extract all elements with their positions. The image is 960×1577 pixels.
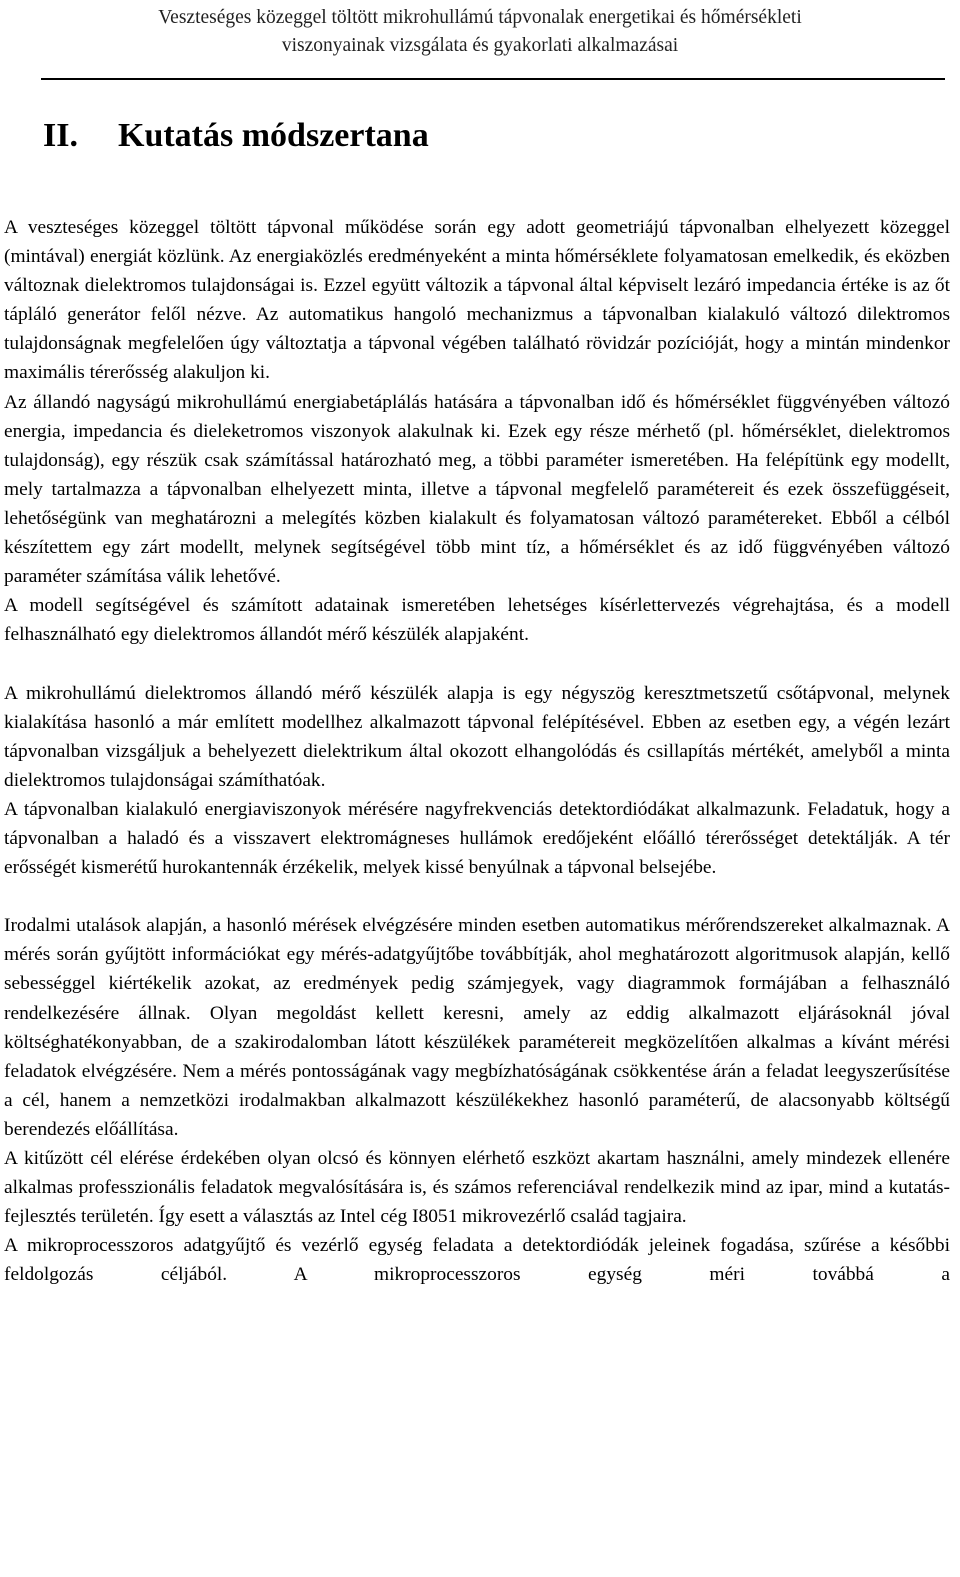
paragraph: A mikrohullámú dielektromos állandó mérő készülék alapja is egy négyszög keresztmetszetű csőtápvonal, melynek kialakítása hasonló a már említett modellhez alkalmazott tápvonal felépítésével. Ebben az esetben egy, a végén lezárt tápvonalban vizsgáljuk a behelyezett dielektrikum által okozott elhangolódás és csillapítás mértékét, amelyből a minta dielektromos tulajdonságai számíthatóak. bbox=[4, 682, 950, 791]
chapter-heading bbox=[43, 114, 429, 158]
paragraph: A modell segítségével és számított adatainak ismeretében lehetséges kísérlettervezés végrehajtása, és a modell felhasználható egy dielektromos állandót mérő készülék alapjaként. bbox=[4, 595, 950, 646]
running-header bbox=[0, 4, 960, 60]
body-text bbox=[4, 213, 950, 1289]
paragraph: A veszteséges közeggel töltött tápvonal működése során egy adott geometriájú tápvonalban elhelyezett közeggel (mintával) energiát közlünk. Az energiaközlés eredményeként a minta hőmérséklete folyamatosan emelkedik, és eközben változnak dielektromos tulajdonságai is. Ezzel együtt változik a tápvonal által képviselt lezáró impedancia értéke is az őt tápláló generátor felől nézve. Az automatikus hangoló mechanizmus a tápvonalban kialakuló változó dilektromos tulajdonságnak megfelelően úgy változtatja a tápvonal végében található rövidzár pozícióját, hogy a mintán mindenkor maximális térerősség alakuljon ki. bbox=[4, 217, 950, 384]
paragraph: Az állandó nagyságú mikrohullámú energiabetáplálás hatására a tápvonalban idő és hőmérséklet függvényében változó energia, impedancia és dieleketromos viszonyok alakulnak ki. Ezek egy része mérhető (pl. hőmérséklet, dielektromos tulajdonság), egy részük csak számítással határozható meg, a többi paraméter ismeretében. Ha felépítünk egy modellt, mely tartalmazza a tápvonalban elhelyezett minta, illetve a tápvonal megfelelő paramétereit és ezek összefüggéseit, lehetőségünk van meghatározni a melegítés közben kialakult és folyamatosan változó paramétereket. Ebből a célból készítettem egy zárt modellt, melynek segítségével több mint tíz, a hőmérséklet és az idő függvényében változó paraméter számítása válik lehetővé. bbox=[4, 391, 950, 588]
paragraph: A kitűzött cél elérése érdekében olyan olcsó és könnyen elérhető eszközt akartam használni, amely mindezek ellenére alkalmas professzionális feladatok megvalósítására is, és számos referenciával rendelkezik mind az ipar, mind a kutatás-fejlesztés területén. Így esett a választás az Intel cég I8051 mikrovezérlő család tagjaira. bbox=[4, 1148, 950, 1228]
paragraph: A tápvonalban kialakuló energiaviszonyok mérésére nagyfrekvenciás detektordiódákat alkalmazunk. Feladatuk, hogy a tápvonalban a haladó és a visszavert elektromágneses hullámok eredőjeként előálló térerősséget detektálják. A tér erősségét kismerétű hurokantennák érzékelik, melyek kissé benyúlnak a tápvonal belsejébe. bbox=[4, 798, 950, 879]
paragraph: Irodalmi utalások alapján, a hasonló mérések elvégzésére minden esetben automatikus mérőrendszereket alkalmaznak. A mérés során gyűjtött információkat egy mérés-adatgyűjtőbe továbbítják, ahol meghatározott algoritmusok alapján, kellő sebességgel kiértékelik azokat, az eredmények pedig számjegyek, vagy diagrammok formájában a felhasználó rendelkezésére állnak. Olyan megoldást kellett keresni, amely az eddig alkalmazott eljárásoknál jóval költséghatékonyabban, de a szakirodalomban látott készülékek paramétereit megközelítően alkalmas a kívánt mérési feladatok elvégzésére. Nem a mérés pontosságának vagy megbízhatóságának csökkentése árán a feladat leegyszerűsítése a cél, hanem a nemzetközi irodalmakban alkalmazott készülékekhez hasonló paraméterű, de alacsonyabb költségű berendezés előállítása. bbox=[4, 915, 950, 1140]
header-rule bbox=[41, 78, 945, 80]
chapter-number: II. bbox=[43, 117, 78, 154]
running-header-line-2: viszonyainak vizsgálata és gyakorlati alkalmazásai bbox=[281, 35, 679, 56]
paragraph: A mikroprocesszoros adatgyűjtő és vezérlő egység feladata a detektordiódák jeleinek fogadása, szűrése a későbbi feldolgozás céljából. A mikroprocesszoros egység méri továbbá a bbox=[4, 1235, 950, 1286]
running-header-line-1: Veszteséges közeggel töltött mikrohullámú tápvonalak energetikai és hőmérsékleti bbox=[158, 7, 802, 28]
chapter-title: Kutatás módszertana bbox=[118, 117, 429, 154]
